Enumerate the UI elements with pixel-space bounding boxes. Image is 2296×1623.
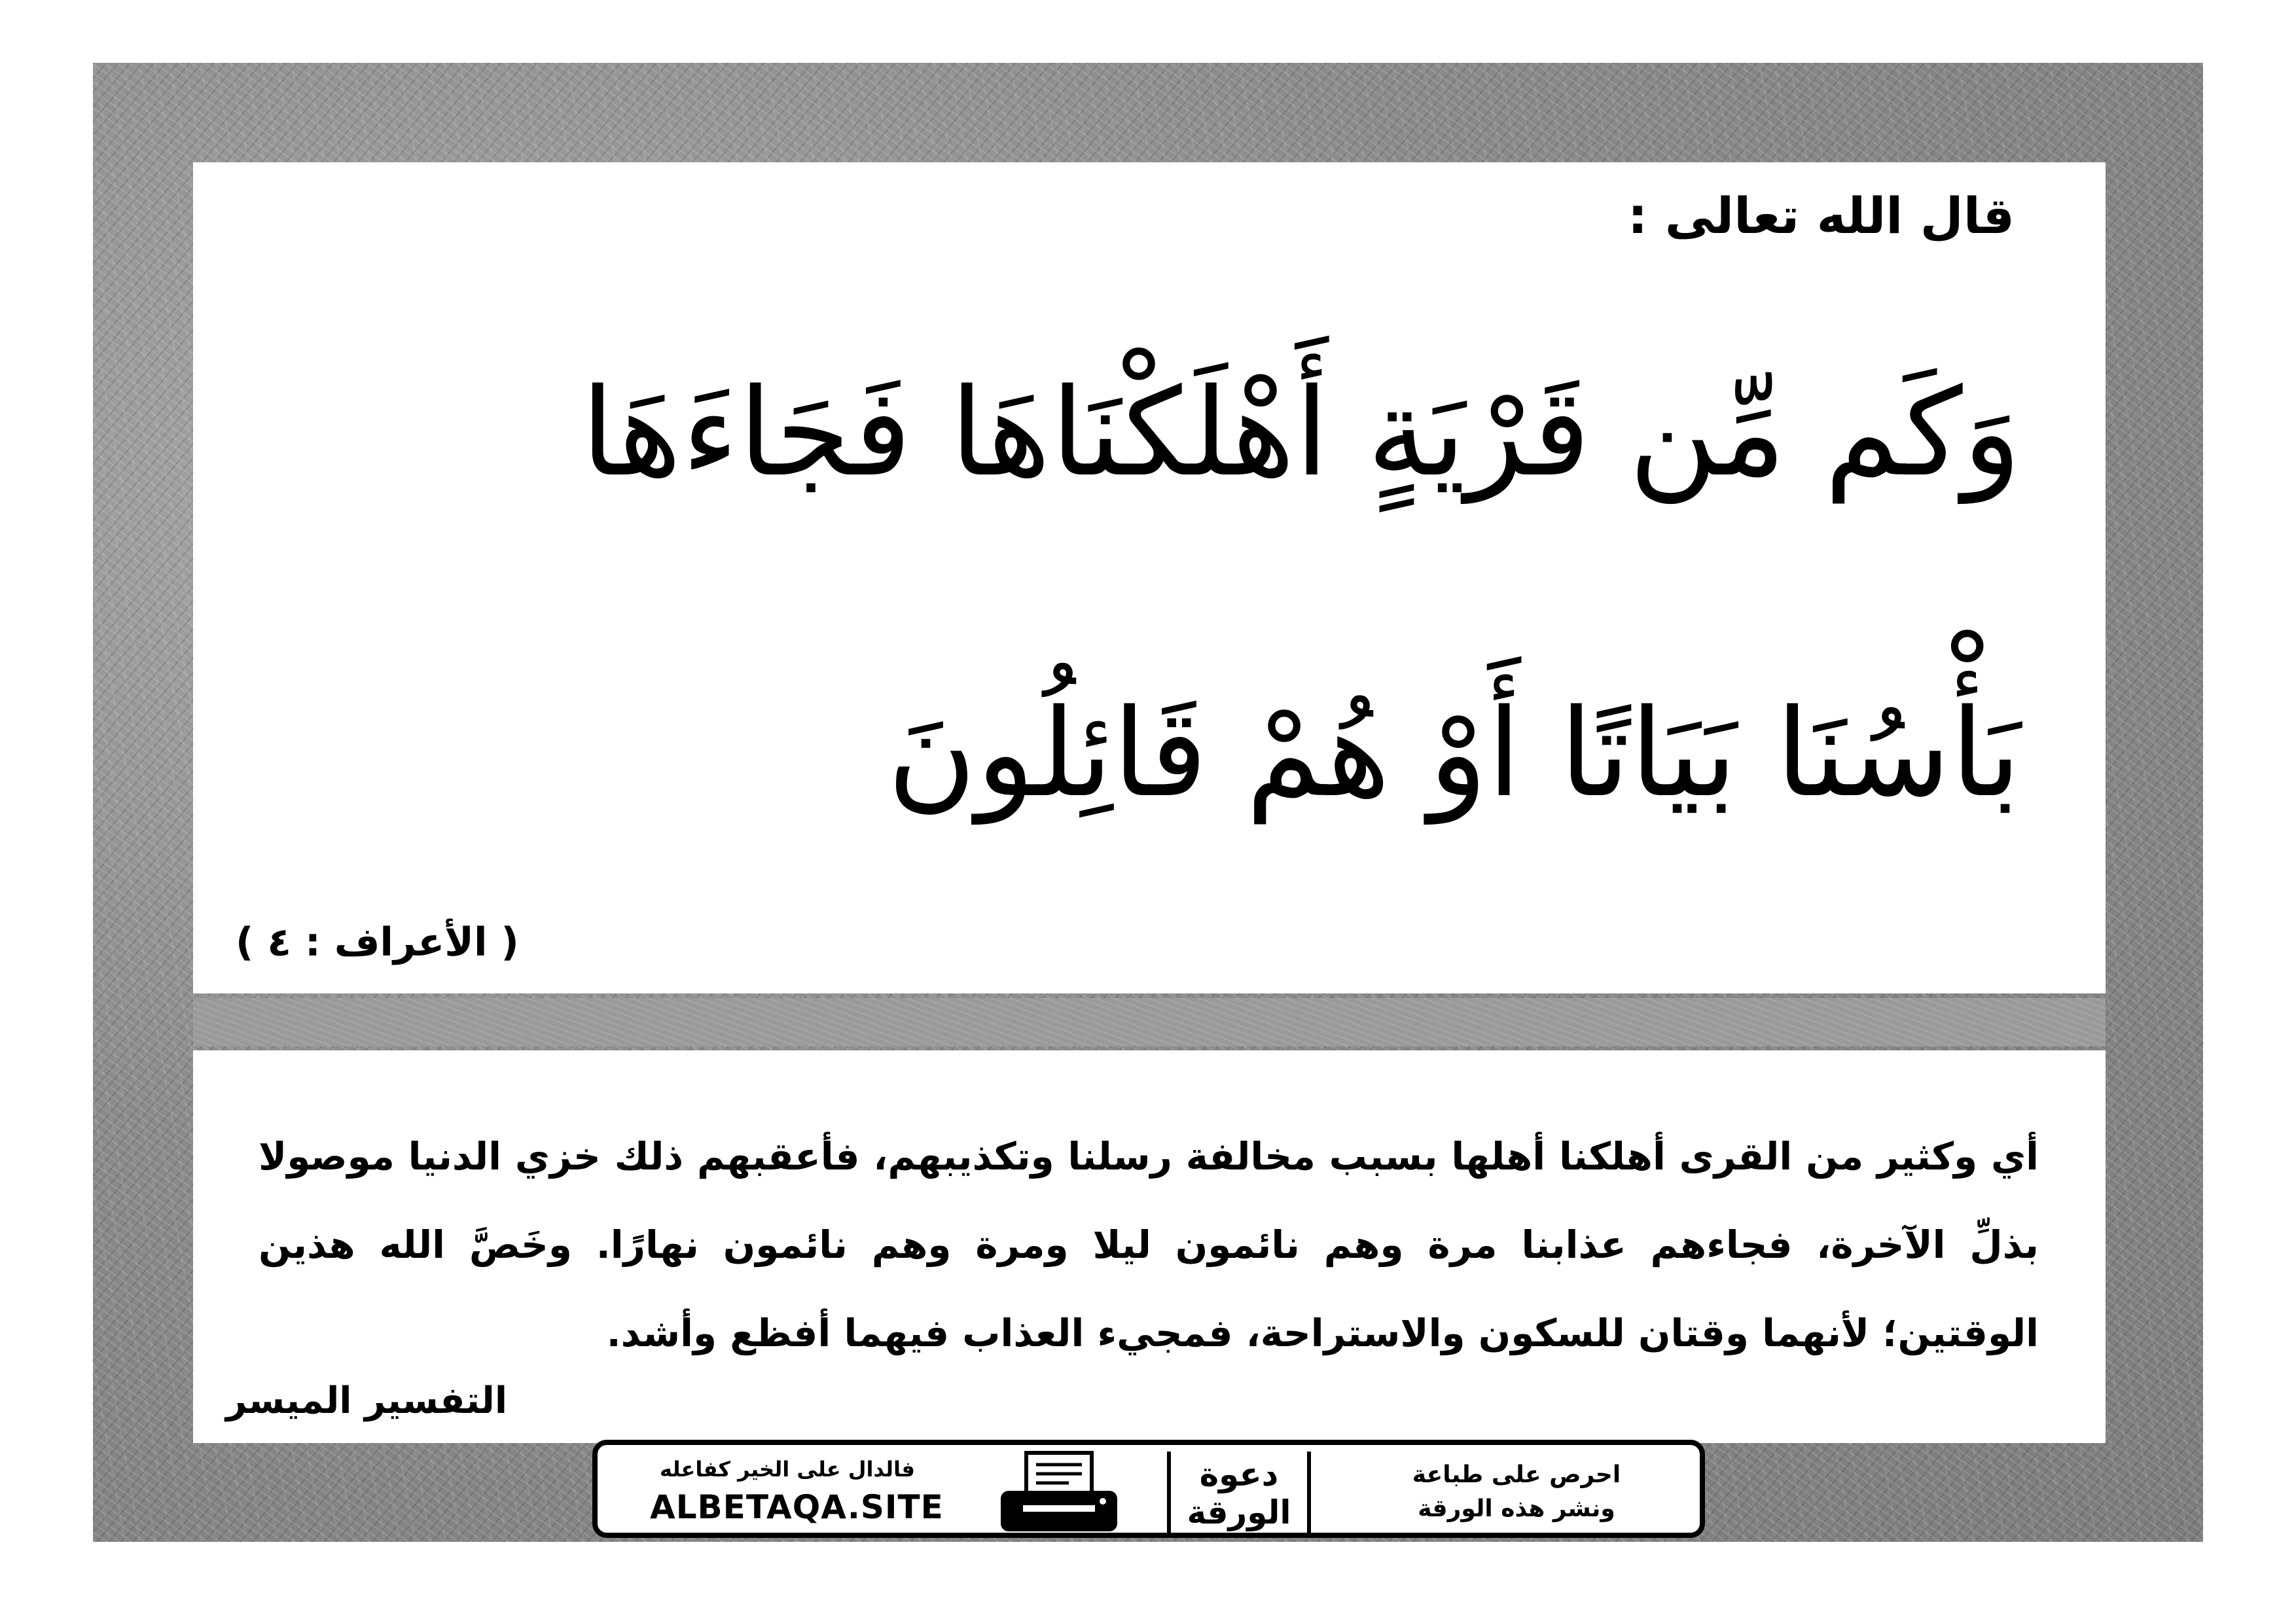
- tafsir-source: التفسير الميسر: [226, 1380, 508, 1422]
- print-note-line-1: احرص على طباعة: [1412, 1461, 1621, 1488]
- verse-line-2: بَأْسُنَا بَيَاتًا أَوْ هُمْ قَائِلُونَ: [887, 683, 2021, 824]
- footer-slogan: فالدال على الخير كفاعله: [660, 1457, 915, 1482]
- footer-bar: [592, 1440, 1705, 1538]
- footer-site-link[interactable]: ALBETAQA.SITE: [650, 1488, 944, 1526]
- footer-print-note: [1379, 1458, 1654, 1526]
- tafsir-text: أي وكثير من القرى أهلكنا أهلها بسبب مخالفة رسلنا وتكذيبهم، فأعقبهم ذلك خزي الدنيا موصولا بذلِّ الآخرة، فجاءهم عذابنا مرة وهم نائمون ليلا ومرة وهم نائمون نهارًا. وخَصَّ الله هذين الوقتين؛ لأنهما وقتان للسكون والاستراحة، فمجيء العذاب فيهما أفظع وأشد.: [259, 1134, 2039, 1355]
- brand-line-1: دعوة: [1199, 1455, 1279, 1493]
- brand-logo: [1167, 1452, 1311, 1535]
- printer-icon: [997, 1450, 1121, 1535]
- verse-panel: [193, 162, 2106, 993]
- verse-reference: ( الأعراف : ٤ ): [236, 919, 519, 965]
- verse-line-1: وَكَم مِّن قَرْيَةٍ أَهْلَكْنَاهَا فَجَاءَهَا: [581, 362, 2021, 503]
- brand-line-2: الورقة: [1187, 1493, 1291, 1531]
- print-note-line-2: ونشر هذه الورقة: [1418, 1495, 1615, 1522]
- panel-divider: [193, 998, 2106, 1046]
- footer-site-block: [650, 1457, 944, 1526]
- verse-intro: قال الله تعالى :: [1627, 187, 2015, 245]
